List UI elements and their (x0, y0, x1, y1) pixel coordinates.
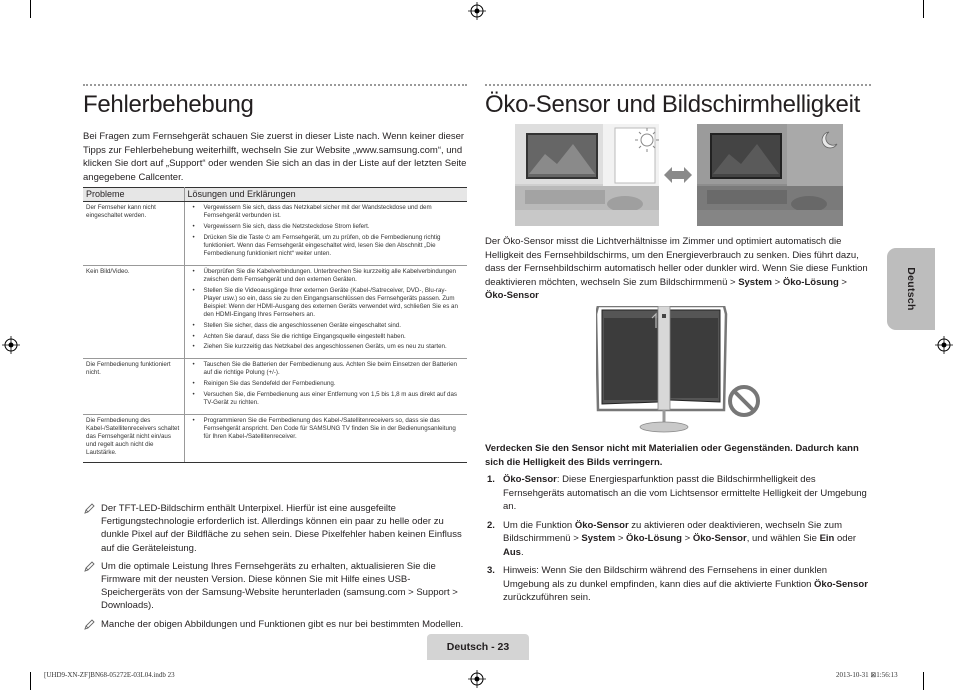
solution-item: • Stellen Sie die Videoausgänge Ihrer externen Geräte (Kabel-/Satreceiver, DVD-, Blu-ray-Player usw.) so ein, dass sie zu den Eingangsanschlüssen des Fernsehgeräts passen. Zum Beispiel: Wenn der HDMI-Ausgang des externen Geräts verwendet wird, schließen Sie es an den HDMI-Eingang Ihres Fernsehers an. (188, 287, 465, 320)
sensor-warning: Verdecken Sie den Sensor nicht mit Materialien oder Gegenständen. Dadurch kann sich die Helligkeit des Bilds verringern. (485, 443, 859, 468)
bright-room-image (515, 124, 659, 226)
table-header-problems: Probleme (83, 188, 184, 202)
solutions-cell (184, 359, 467, 415)
eco-sensor-description: Der Öko-Sensor misst die Lichtverhältnisse im Zimmer und optimiert automatisch die Helligkeit des Fernsehbildschirms, um den Energieverbrauch zu senken. Dies führt dazu, dass der Fernsehbildschirm automatisch heller oder dunkler wird. Wenn Sie diese Funktion deaktivieren möchten, wechseln Sie zum Bildschirmmenü > System > Öko-Lösung > Öko-Sensor (485, 236, 868, 301)
solutions-cell (184, 202, 467, 266)
note-pen-icon (83, 561, 95, 573)
note-item (83, 560, 469, 613)
table-row (83, 359, 467, 415)
crop-mark (923, 0, 924, 18)
double-arrow-icon (663, 165, 693, 185)
page-number-tab: Deutsch - 23 (427, 634, 529, 660)
troubleshooting-section (83, 84, 467, 184)
table-row (83, 265, 467, 358)
solutions-cell (184, 265, 467, 358)
dark-room-image (697, 124, 843, 226)
eco-sensor-section (485, 84, 871, 120)
solution-item: • Ziehen Sie kurzzeitig das Netzkabel des angeschlossenen Geräts, um es neu zu starten. (188, 343, 465, 351)
problem-cell: Der Fernseher kann nicht eingeschaltet werden. (83, 202, 184, 266)
section-divider (485, 84, 871, 86)
page-title-eco-sensor: Öko-Sensor und Bildschirmhelligkeit (485, 91, 861, 118)
problem-cell: Die Fernbedienung des Kabel-/Satellitenreceivers schaltet das Fernsehgerät nicht ein/aus und regelt auch nicht die Lautstärke. (83, 414, 184, 462)
table-header-solutions: Lösungen und Erklärungen (184, 188, 467, 202)
crop-mark (923, 672, 924, 690)
section-divider (83, 84, 467, 86)
note-text: Manche der obigen Abbildungen und Funktionen gibt es nur bei bestimmten Modellen. (101, 618, 464, 630)
language-side-tab: Deutsch (887, 248, 935, 330)
notes-list (83, 502, 469, 636)
registration-mark-icon (468, 670, 486, 688)
registration-mark-icon (468, 2, 486, 20)
table-row (83, 202, 467, 266)
tv-sensor-illustration (596, 306, 734, 434)
crop-mark (30, 0, 31, 18)
menu-path-eco-solution: Öko-Lösung (782, 276, 839, 288)
table-row (83, 414, 467, 462)
troubleshooting-intro: Bei Fragen zum Fernsehgerät schauen Sie zuerst in dieser Liste nach. Wenn keiner dieser Tipps zur Fehlerbehebung weiterhilft, wechseln Sie zur Website „www.samsung.com“, und klicken Sie dort auf „Support“ oder wenden Sie sich an das in der Liste auf der letzten Seite angegebene Callcenter. (83, 131, 467, 183)
crop-mark (30, 672, 31, 690)
solution-item: • Vergewissern Sie sich, dass die Netzsteckdose Strom liefert. (188, 223, 465, 231)
eco-sensor-steps (485, 473, 875, 610)
brightness-comparison (515, 124, 843, 226)
note-text: Der TFT-LED-Bildschirm enthält Unterpixel. Hierfür ist eine ausgefeilte Fertigungstechnologie erforderlich ist. Allerdings können ein paar zu helle oder zu dunkle Pixel auf der Bildfläche zu sehen sein. Diese Pixelfehler haben keinen Einfluss auf die Geräteleistung. (101, 503, 462, 554)
menu-path-system: System (738, 276, 772, 288)
footer-file-info: [UHD9-XN-ZF]BN68-05272E-03L04.indb 23 (44, 671, 175, 679)
solution-item: • Stellen Sie sicher, dass die angeschlossenen Geräte eingeschaltet sind. (188, 322, 465, 330)
list-item: 3. Hinweis: Wenn Sie den Bildschirm während des Fernsehens in einer dunklen Umgebung als zu dunkel empfinden, kann dies auf die aktivierte Funktion Öko-Sensor zurückzuführen sein. (487, 565, 868, 603)
registration-mark-icon (2, 336, 20, 354)
solution-item: • Achten Sie darauf, dass Sie die richtige Eingangsquelle eingestellt haben. (188, 333, 465, 341)
solution-item: • Reinigen Sie das Sendefeld der Fernbedienung. (188, 380, 465, 388)
menu-path-eco-sensor: Öko-Sensor (485, 290, 539, 301)
troubleshooting-table (83, 187, 467, 463)
footer-timestamp: 2013-10-31 ⊠1:56:13 (836, 671, 898, 679)
problem-cell: Kein Bild/Video. (83, 265, 184, 358)
solution-item: • Versuchen Sie, die Fernbedienung aus einer Entfernung von 1,5 bis 1,8 m aus direkt auf das TV-Gerät zu richten. (188, 391, 465, 407)
solution-item: • Tauschen Sie die Batterien der Fernbedienung aus. Achten Sie beim Einsetzen der Batterien auf die richtige Polung (+/-). (188, 361, 465, 377)
list-item: 1. Öko-Sensor: Diese Energiesparfunktion passt die Bildschirmhelligkeit des Fernsehgeräts automatisch an die vom Lichtsensor ermittelte Helligkeit der Umgebung an. (487, 474, 867, 512)
page-title-troubleshooting: Fehlerbehebung (83, 91, 254, 118)
note-pen-icon (83, 503, 95, 515)
solution-item: • Überprüfen Sie die Kabelverbindungen. Unterbrechen Sie kurzzeitig alle Kabelverbindungen zwischen dem Fernsehgerät und den externen Geräten. (188, 268, 465, 284)
no-entry-icon (727, 384, 761, 418)
note-item (83, 618, 469, 631)
note-text: Um die optimale Leistung Ihres Fernsehgeräts zu erhalten, aktualisieren Sie die Firmware mit der neusten Version. Diese können Sie mit Hilfe eines USB-Speichergeräts von der Samsung-Website herunterladen (samsung.com > Support > Downloads). (101, 560, 458, 612)
list-item: 2. Um die Funktion Öko-Sensor zu aktivieren oder deaktivieren, wechseln Sie zum Bildschirmmenü > System > Öko-Lösung > Öko-Sensor, und wählen Sie Ein oder Aus. (487, 519, 857, 558)
note-item (83, 502, 469, 555)
note-pen-icon (83, 619, 95, 631)
solution-item: • Vergewissern Sie sich, dass das Netzkabel sicher mit der Wandsteckdose und dem Fernsehgerät verbunden ist. (188, 204, 465, 220)
solutions-cell (184, 414, 467, 462)
solution-item: • Drücken Sie die Taste ⏻ am Fernsehgerät, um zu prüfen, ob die Fernbedienung richtig funktioniert. Wenn das Fernsehgerät eingeschaltet wird, lesen Sie den Abschnitt „Die Fernbedienung funktioniert nicht“ weiter unten. (188, 234, 465, 259)
problem-cell: Die Fernbedienung funktioniert nicht. (83, 359, 184, 415)
solution-item: • Programmieren Sie die Fernbedienung des Kabel-/Satellitenreceivers so, dass sie das Fernsehgerät anspricht. Den Code für SAMSUNG TV finden Sie in der Bedienungsanleitung für Ihren Kabel-/Satellitenreceiver. (188, 417, 465, 442)
registration-mark-icon (935, 336, 953, 354)
